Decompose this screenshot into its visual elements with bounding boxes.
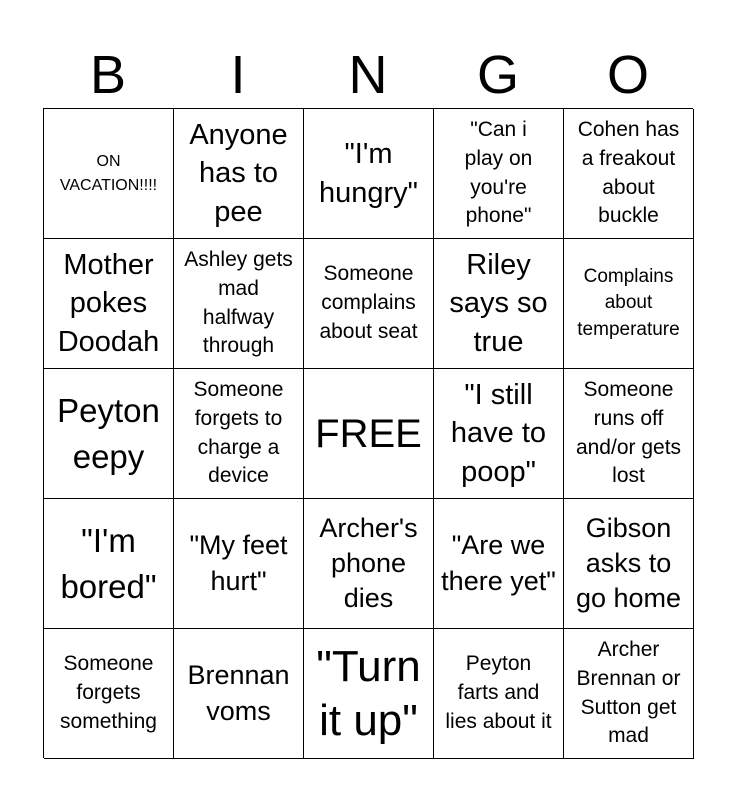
cell-text: Archer Brennan or Sutton get mad	[576, 637, 681, 748]
cell-text: "My feet hurt"	[189, 530, 288, 596]
cell-text: ON VACATION!!!!	[59, 153, 158, 194]
cell-text: Someone forgets to charge a device	[193, 377, 284, 488]
bingo-cell[interactable]	[434, 629, 564, 759]
header-letter-n: N	[348, 45, 388, 105]
bingo-cell[interactable]	[564, 109, 694, 239]
cell-text: Peyton farts and lies about it	[445, 652, 552, 733]
cell-text: "Can i play on you're phone"	[464, 117, 533, 228]
bingo-cell[interactable]	[564, 239, 694, 369]
bingo-cell free-space[interactable]	[304, 369, 434, 499]
bingo-cell[interactable]	[564, 499, 694, 629]
bingo-cell[interactable]	[174, 109, 304, 239]
cell-text: Gibson asks to go home	[575, 512, 682, 614]
cell-text: Someone forgets something	[60, 652, 157, 733]
bingo-cell[interactable]	[564, 629, 694, 759]
bingo-cell[interactable]	[174, 629, 304, 759]
cell-text: Complains about temperature	[577, 266, 680, 340]
cell-text: Someone runs off and/or gets lost	[575, 377, 682, 488]
bingo-cell[interactable]	[304, 239, 434, 369]
cell-text: Archer's phone dies	[319, 512, 418, 614]
bingo-cell[interactable]	[434, 369, 564, 499]
bingo-cell[interactable]	[44, 629, 174, 759]
cell-text: "I'm bored"	[60, 521, 157, 605]
free-space-text: FREE	[315, 411, 422, 456]
cell-text: Peyton eepy	[57, 391, 160, 475]
bingo-cell[interactable]	[304, 629, 434, 759]
bingo-cell[interactable]	[434, 239, 564, 369]
cell-text: "I'm hungry"	[319, 138, 418, 209]
cell-text: "I still have to poop"	[450, 379, 547, 488]
bingo-cell[interactable]	[44, 109, 174, 239]
bingo-cell[interactable]	[304, 499, 434, 629]
bingo-cell[interactable]	[44, 499, 174, 629]
cell-text: Someone complains about seat	[319, 262, 418, 343]
header-letter-i: I	[230, 45, 246, 105]
header-letter-o: O	[606, 45, 649, 105]
cell-text: Riley says so true	[449, 249, 548, 358]
header-letter-g: G	[476, 45, 519, 105]
cell-text: Ashley gets mad halfway through	[184, 247, 293, 358]
cell-text: "Are we there yet"	[441, 530, 556, 596]
cell-text: Brennan voms	[187, 660, 290, 726]
cell-text: Anyone has to pee	[189, 119, 288, 228]
bingo-cell[interactable]	[44, 369, 174, 499]
bingo-cell[interactable]	[174, 369, 304, 499]
bingo-header	[43, 44, 693, 106]
bingo-cell[interactable]	[44, 239, 174, 369]
bingo-card-grid	[43, 108, 693, 758]
bingo-cell[interactable]	[434, 109, 564, 239]
cell-text: Mother pokes Doodah	[57, 249, 160, 358]
bingo-cell[interactable]	[564, 369, 694, 499]
bingo-cell[interactable]	[174, 499, 304, 629]
cell-text: Cohen has a freakout about buckle	[577, 117, 680, 228]
header-letter-b: B	[89, 45, 127, 105]
cell-text: "Turn it up"	[316, 641, 421, 745]
bingo-cell[interactable]	[434, 499, 564, 629]
bingo-cell[interactable]	[174, 239, 304, 369]
bingo-cell[interactable]	[304, 109, 434, 239]
